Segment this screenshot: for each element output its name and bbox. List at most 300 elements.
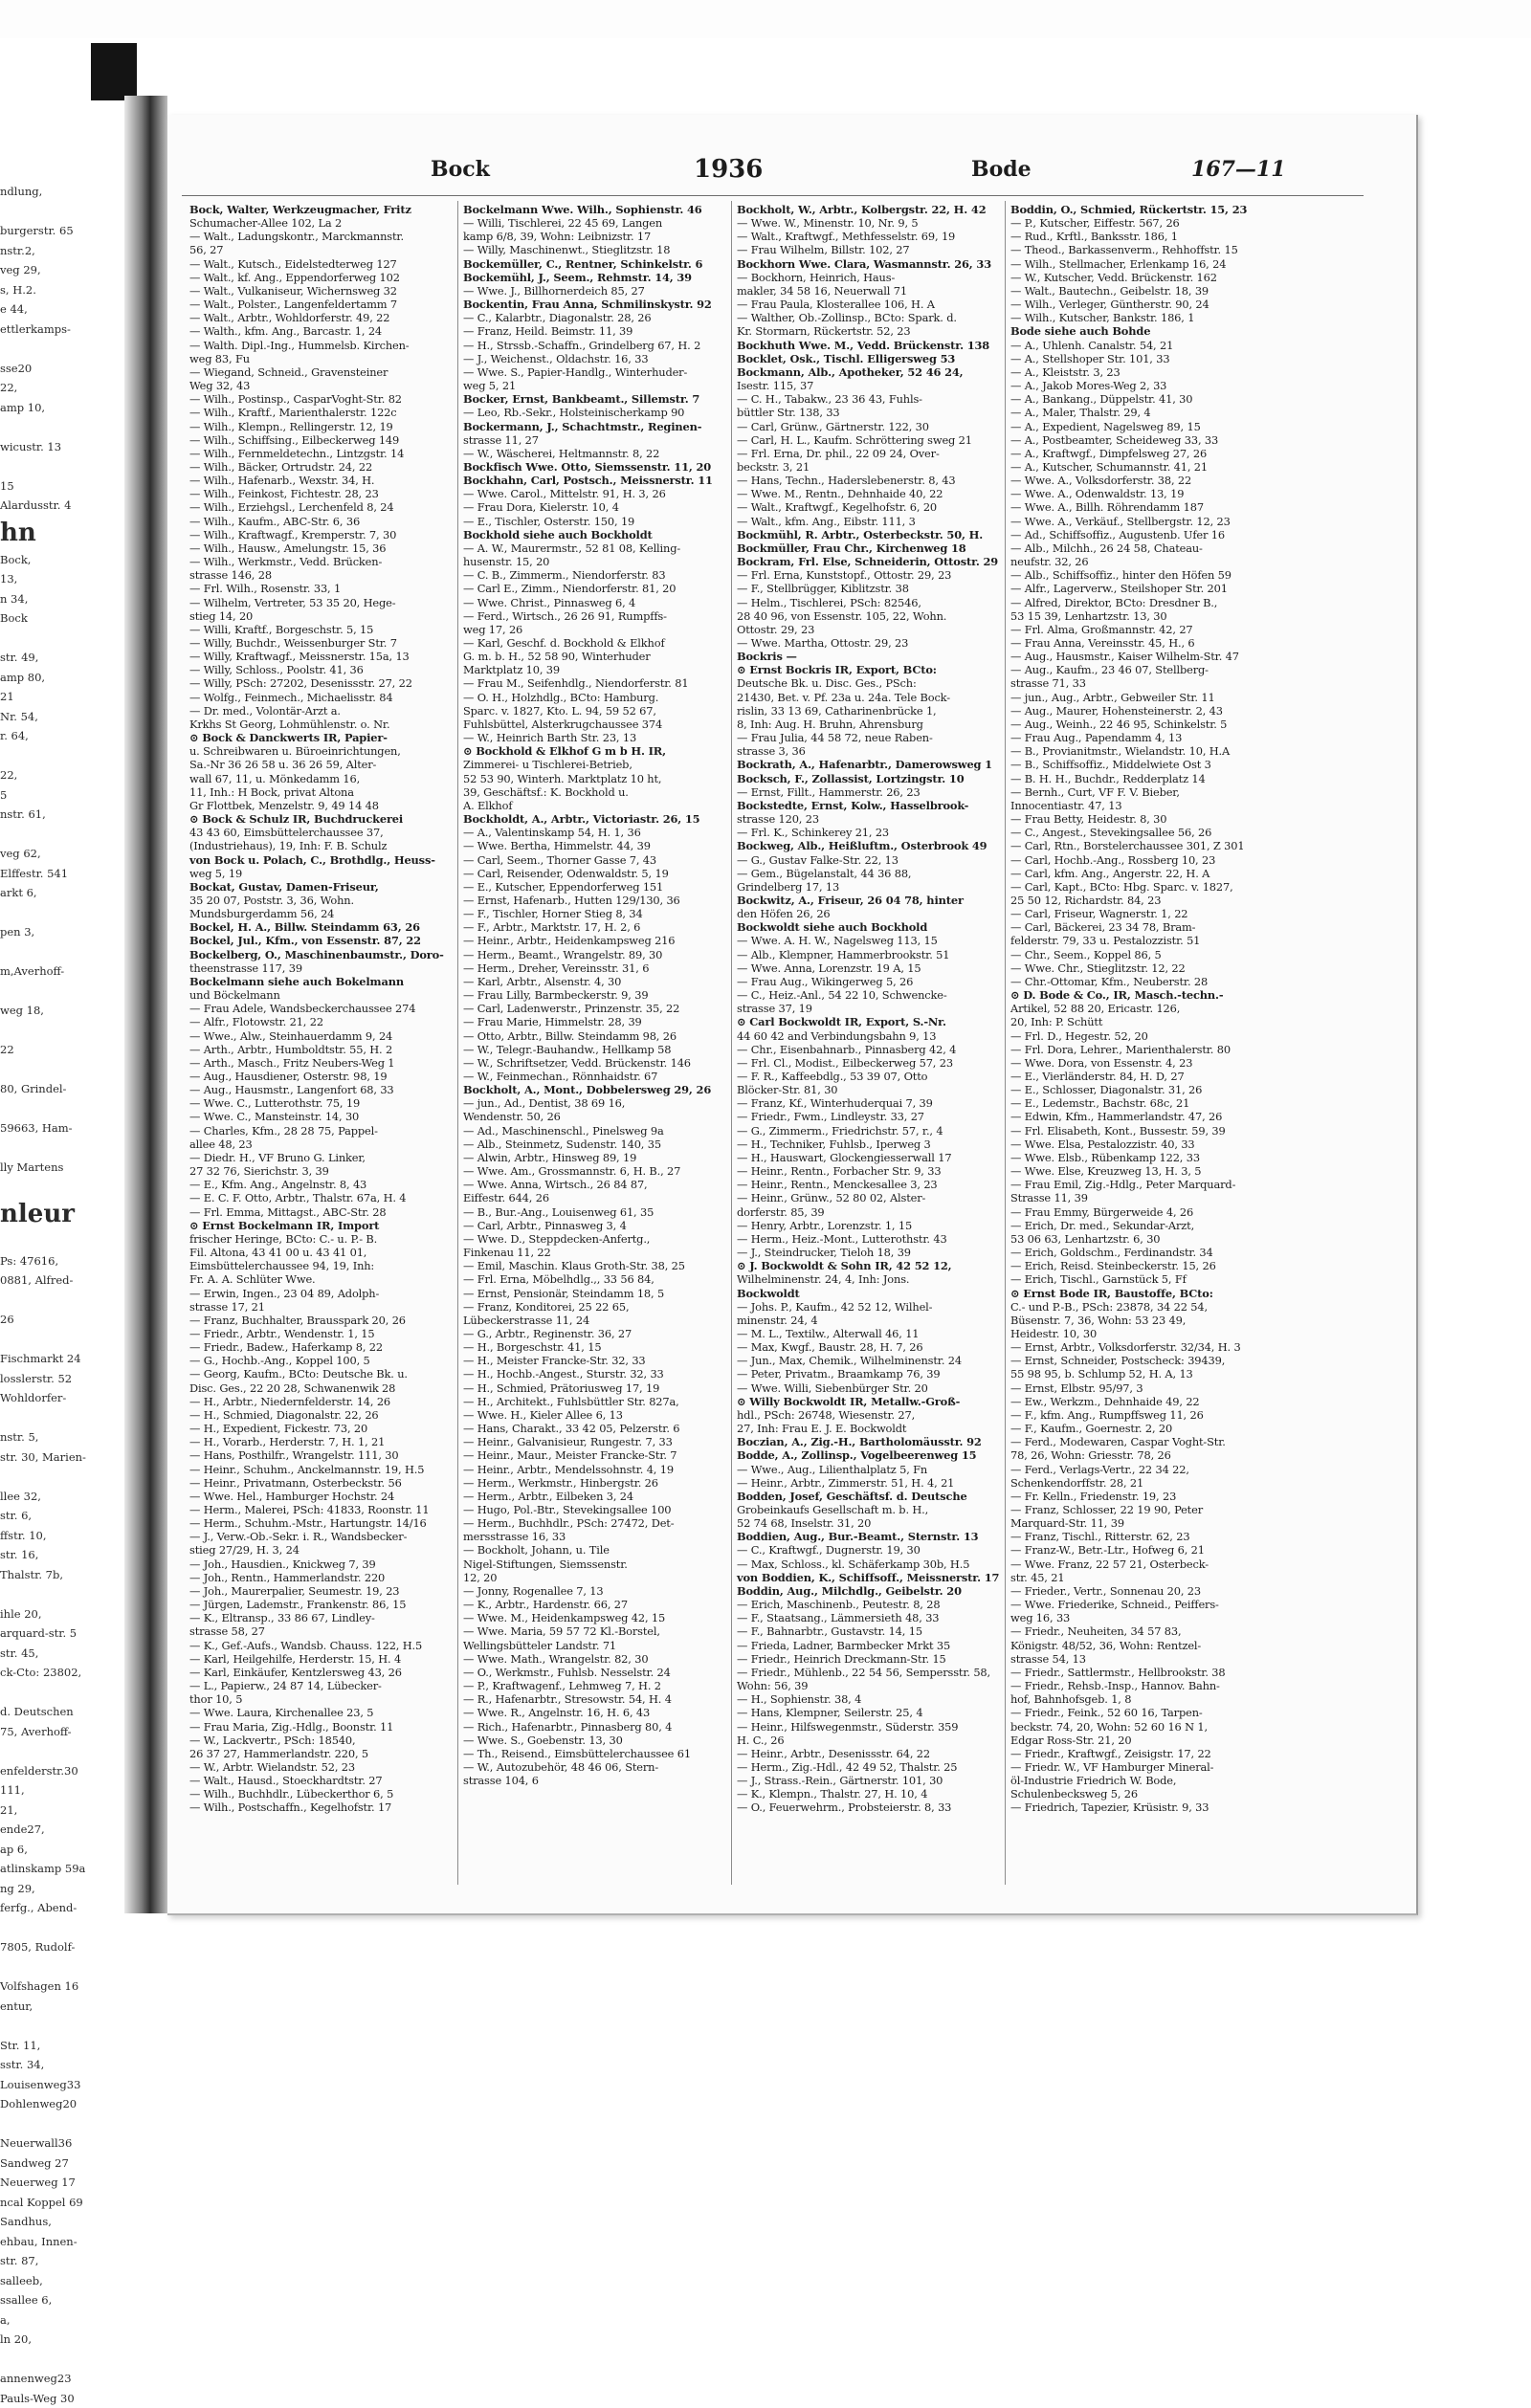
directory-entry: 52 53 90, Winterh. Marktplatz 10 ht, (463, 772, 727, 785)
directory-entry (737, 920, 1001, 934)
left-page-line: ende27, (0, 1820, 144, 1840)
directory-entry: — Wilh., Hausw., Amelungstr. 15, 36 (189, 541, 454, 555)
directory-entry: 11, Inh.: H Bock, privat Altona (189, 785, 454, 799)
directory-entry: — A., Expedient, Nagelsweg 89, 15 (1010, 420, 1275, 433)
directory-entry: Königstr. 48/52, 36, Wohn: Rentzel- (1010, 1639, 1275, 1652)
directory-entry: Deutsche Bk. u. Disc. Ges., PSch: (737, 676, 1001, 690)
directory-entry: — Karl, Geschf. d. Bockhold & Elkhof (463, 636, 727, 650)
directory-entry: — Friedr., Kraftwgf., Zeisigstr. 17, 22 (1010, 1747, 1275, 1760)
directory-entry: — H., Meister Francke-Str. 32, 33 (463, 1354, 727, 1367)
directory-entry: — Carl, Bäckerei, 23 34 78, Bram- (1010, 920, 1275, 934)
directory-entry: — Wilh., Erziehgsl., Lerchenfeld 8, 24 (189, 500, 454, 514)
directory-entry: — Frl. Dora, Lehrer., Marienthalerstr. 80 (1010, 1043, 1275, 1056)
directory-entry: — A., Maler, Thalstr. 29, 4 (1010, 406, 1275, 419)
directory-entry: Schenkendorffstr. 28, 21 (1010, 1476, 1275, 1490)
directory-entry: — F., Arbtr., Marktstr. 17, H. 2, 6 (463, 920, 727, 934)
directory-entry: — Franz-W., Betr.-Ltr., Hofweg 6, 21 (1010, 1543, 1275, 1557)
directory-entry: — Frl. Emma, Mittagst., ABC-Str. 28 (189, 1205, 454, 1219)
directory-entry (737, 365, 1001, 379)
directory-entry: Isestr. 115, 37 (737, 379, 1001, 392)
directory-entry: felderstr. 79, 33 u. Pestalozzistr. 51 (1010, 934, 1275, 947)
directory-entry: — K., Gef.-Aufs., Wandsb. Chauss. 122, H.5 (189, 1639, 454, 1652)
directory-entry (463, 744, 727, 758)
directory-entry: Marktplatz 10, 39 (463, 663, 727, 676)
directory-entry (463, 812, 727, 826)
directory-entry: — W., Lackvertr., PSch: 18540, (189, 1734, 454, 1747)
entry-surname: ⊙ J. Bockwoldt & Sohn IR, 42 52 12, (737, 1259, 951, 1272)
directory-entry: — B., Provianitmstr., Wielandstr. 10, H.A (1010, 744, 1275, 758)
left-page-line: ferfg., Abend- (0, 1898, 144, 1918)
directory-entry: — Wilh., Kaufm., ABC-Str. 6, 36 (189, 515, 454, 528)
left-page-line: str. 6, (0, 1506, 144, 1526)
left-page-line: nleur (0, 1197, 144, 1231)
directory-entry: Strasse 11, 39 (1010, 1191, 1275, 1204)
directory-entry: — Carl, Seem., Thorner Gasse 7, 43 (463, 853, 727, 867)
left-page-line (0, 1060, 144, 1080)
entry-surname: ⊙ Bockhold & Elkhof G m b H. IR, (463, 744, 666, 758)
left-page-line: 80, Grindel- (0, 1079, 144, 1099)
entry-surname: Bockermann, J., Schachtmstr., Reginen- (463, 420, 701, 433)
directory-entry: — Wwe. S., Goebenstr. 13, 30 (463, 1734, 727, 1747)
directory-entry (737, 1395, 1001, 1408)
entry-surname: Bockmühl, R. Arbtr., Osterbeckstr. 50, H. (737, 528, 983, 541)
left-page-line (0, 746, 144, 766)
directory-entry: — Wwe. D., Steppdecken-Anfertg., (463, 1232, 727, 1246)
directory-entry: — Heinr., Arbtr., Desenissstr. 64, 22 (737, 1747, 1001, 1760)
left-page-line: arkt 6, (0, 883, 144, 903)
directory-entry: — Edwin, Kfm., Hammerlandstr. 47, 26 (1010, 1110, 1275, 1123)
directory-entry: Wohn: 56, 39 (737, 1679, 1001, 1692)
directory-entry: C.- und P.-B., PSch: 23878, 34 22 54, (1010, 1300, 1275, 1314)
directory-entry (189, 853, 454, 867)
directory-entry: — E. C. F. Otto, Arbtr., Thalstr. 67a, H. 4 (189, 1191, 454, 1204)
directory-entry: — Wwe. Hel., Hamburger Hochstr. 24 (189, 1490, 454, 1503)
directory-entry: — Karl, Einkäufer, Kentzlersweg 43, 26 (189, 1666, 454, 1679)
directory-entry: — H., Strssb.-Schaffn., Grindelberg 67, H. 2 (463, 339, 727, 352)
directory-entry (737, 1435, 1001, 1448)
directory-entry: — Frau Paula, Klosterallee 106, H. A (737, 298, 1001, 311)
directory-entry: — Jun., Max, Chemik., Wilhelminenstr. 24 (737, 1354, 1001, 1367)
entry-surname: Bockhahn, Carl, Postsch., Meissnerstr. 11 (463, 474, 713, 487)
left-page-line: Dohlenweg20 (0, 2094, 144, 2114)
entry-surname: Bockstedte, Ernst, Kolw., Hasselbrook- (737, 799, 968, 812)
left-page-line: Louisenweg33 (0, 2075, 144, 2095)
left-page-line: Volfshagen 16 (0, 1977, 144, 1997)
column-rule (731, 201, 732, 1885)
header-page-number: 167—11 (1191, 157, 1286, 182)
directory-entry: — Wwe. Elsb., Rübenkamp 122, 33 (1010, 1151, 1275, 1164)
directory-entry: strasse 104, 6 (463, 1774, 727, 1787)
entry-surname: Bockelmann Wwe. Wilh., Sophienstr. 46 (463, 203, 702, 216)
directory-entry: 21430, Bet. v. Pf. 23a u. 24a. Tele Bock- (737, 691, 1001, 704)
left-page-line (0, 1330, 144, 1350)
directory-entry: — Emil, Maschin. Klaus Groth-Str. 38, 25 (463, 1259, 727, 1272)
directory-entry: Disc. Ges., 22 20 28, Schwanenwik 28 (189, 1381, 454, 1395)
directory-entry: — Herm., Schuhm.-Mstr., Hartungstr. 14/16 (189, 1516, 454, 1530)
directory-entry: Schulenbecksweg 5, 26 (1010, 1787, 1275, 1800)
directory-entry (189, 934, 454, 947)
directory-entry (737, 1287, 1001, 1300)
directory-entry: Grobeinkaufs Gesellschaft m. b. H., (737, 1503, 1001, 1516)
directory-entry: — Wwe. Martha, Ottostr. 29, 23 (737, 636, 1001, 650)
directory-entry: — Carl, H. L., Kaufm. Schröttering sweg 21 (737, 433, 1001, 447)
directory-entry: — jun., Aug., Arbtr., Gebweiler Str. 11 (1010, 691, 1275, 704)
directory-entry: — Frl. Erna, Dr. phil., 22 09 24, Over- (737, 447, 1001, 460)
left-page-line: 75, Averhoff- (0, 1722, 144, 1742)
directory-entry: — Friedr., Mühlenb., 22 54 56, Sempersstr. 58, (737, 1666, 1001, 1679)
directory-entry: — F., Stellbrügger, Kiblitzstr. 38 (737, 582, 1001, 595)
column-rule (1005, 201, 1006, 1885)
directory-column-4 (1010, 203, 1275, 1896)
directory-entry: Wellingsbütteler Landstr. 71 (463, 1639, 727, 1652)
directory-entry: Blöcker-Str. 81, 30 (737, 1083, 1001, 1096)
directory-entry (189, 975, 454, 988)
directory-entry: — Herm., Heiz.-Mont., Lutterothstr. 43 (737, 1232, 1001, 1246)
directory-entry: — Wwe. J., Billhornerdeich 85, 27 (463, 284, 727, 298)
directory-entry: — Carl, Rtn., Borstelerchaussee 301, Z 301 (1010, 839, 1275, 852)
directory-entry: strasse 17, 21 (189, 1300, 454, 1314)
directory-entry: — B., Bur.-Ang., Louisenweg 61, 35 (463, 1205, 727, 1219)
directory-entry: — C., Kalarbtr., Diagonalstr. 28, 26 (463, 311, 727, 324)
directory-entry: 27 32 76, Sierichstr. 3, 39 (189, 1164, 454, 1178)
directory-entry (463, 420, 727, 433)
directory-entry: — Wilh., Klempn., Rellingerstr. 12, 19 (189, 420, 454, 433)
directory-entry: — H., Hochb.-Angest., Sturstr. 32, 33 (463, 1367, 727, 1381)
left-page-line: pen 3, (0, 922, 144, 942)
directory-entry: — Herm., Buchhdlr., PSch: 27472, Det- (463, 1516, 727, 1530)
left-page-line (0, 825, 144, 845)
directory-entry: u. Schreibwaren u. Büroeinrichtungen, (189, 744, 454, 758)
directory-entry: Marquard-Str. 11, 39 (1010, 1516, 1275, 1530)
directory-entry: — Wwe. A. H. W., Nagelsweg 113, 15 (737, 934, 1001, 947)
entry-surname: Bocklet, Osk., Tischl. Elligersweg 53 (737, 352, 955, 365)
left-page-line: m,Averhoff- (0, 961, 144, 982)
directory-entry: 56, 27 (189, 243, 454, 256)
directory-entry: — A., Uhlenh. Canalstr. 54, 21 (1010, 339, 1275, 352)
left-page-line: 22, (0, 378, 144, 398)
left-page-line (0, 417, 144, 437)
directory-entry: 12, 20 (463, 1571, 727, 1584)
directory-entry (737, 1259, 1001, 1272)
directory-entry: allee 48, 23 (189, 1138, 454, 1151)
left-page-line: Pauls-Weg 30 (0, 2389, 144, 2408)
directory-entry: — E., Kutscher, Eppendorferweg 151 (463, 880, 727, 894)
directory-entry: — Charles, Kfm., 28 28 75, Pappel- (189, 1124, 454, 1138)
directory-entry (463, 271, 727, 284)
directory-entry: — Frl. Wilh., Rosenstr. 33, 1 (189, 582, 454, 595)
directory-entry: — Wilh., Fernmeldetechn., Lintzgstr. 14 (189, 447, 454, 460)
directory-entry: — Max, Schloss., kl. Schäferkamp 30b, H.5 (737, 1557, 1001, 1571)
entry-surname: Bockfisch Wwe. Otto, Siemssenstr. 11, 20 (463, 460, 711, 474)
left-page-line (0, 339, 144, 359)
directory-entry: — Max, Kwgf., Baustr. 28, H. 7, 26 (737, 1340, 1001, 1354)
directory-entry (737, 1490, 1001, 1503)
directory-entry: — Jonny, Rogenallee 7, 13 (463, 1584, 727, 1598)
directory-entry (737, 528, 1001, 541)
entry-surname: Bocker, Ernst, Bankbeamt., Sillemstr. 7 (463, 392, 699, 406)
directory-entry: strasse 71, 33 (1010, 676, 1275, 690)
directory-entry: — Frau Aug., Wikingerweg 5, 26 (737, 975, 1001, 988)
directory-entry: — Heinr., Arbtr., Zimmerstr. 51, H. 4, 21 (737, 1476, 1001, 1490)
directory-entry: — Alfr., Flotowstr. 21, 22 (189, 1015, 454, 1028)
directory-entry (737, 203, 1001, 216)
directory-entry: — M. L., Textilw., Alterwall 46, 11 (737, 1327, 1001, 1340)
directory-entry: Heidestr. 10, 30 (1010, 1327, 1275, 1340)
directory-entry: — R., Hafenarbtr., Stresowstr. 54, H. 4 (463, 1692, 727, 1706)
entry-surname: von Boddien, K., Schiffsoff., Meissnerstr. 17 (737, 1571, 999, 1584)
directory-entry: makler, 34 58 16, Neuerwall 71 (737, 284, 1001, 298)
directory-entry: — Carl, Hochb.-Ang., Rossberg 10, 23 (1010, 853, 1275, 867)
entry-surname: Bockelberg, O., Maschinenbaumstr., Doro- (189, 948, 444, 961)
left-page-line: Elffestr. 541 (0, 864, 144, 884)
directory-entry: — Aug., Kaufm., 23 46 07, Stellberg- (1010, 663, 1275, 676)
directory-entry (189, 1219, 454, 1232)
header-year: 1936 (694, 155, 763, 184)
scan-edge-shadow (91, 43, 137, 100)
directory-entry: — Gem., Bügelanstalt, 44 36 88, (737, 867, 1001, 880)
left-page-line (0, 202, 144, 222)
directory-entry: — Wilh., Verleger, Güntherstr. 90, 24 (1010, 298, 1275, 311)
directory-entry: — G., Gustav Falke-Str. 22, 13 (737, 853, 1001, 867)
left-page-line: 22, (0, 765, 144, 785)
directory-entry: — Walt., Kraftwgf., Kegelhofstr. 6, 20 (737, 500, 1001, 514)
directory-entry: — Fr. Kelln., Friedenstr. 19, 23 (1010, 1490, 1275, 1503)
directory-entry: — Walt., Kutsch., Eidelstedterweg 127 (189, 257, 454, 271)
directory-entry: Zimmerei- u Tischlerei-Betrieb, (463, 758, 727, 771)
directory-entry (189, 812, 454, 826)
directory-entry: — Frau Dora, Kielerstr. 10, 4 (463, 500, 727, 514)
directory-entry: — E., Ledemstr., Bachstr. 68c, 21 (1010, 1096, 1275, 1110)
left-page-line: sse20 (0, 359, 144, 379)
directory-entry: — Herm., Dreher, Vereinsstr. 31, 6 (463, 961, 727, 975)
directory-entry: — K., Eltransp., 33 86 67, Lindley- (189, 1611, 454, 1624)
left-page-line: atlinskamp 59a (0, 1859, 144, 1879)
directory-entry: Innocentiastr. 47, 13 (1010, 799, 1275, 812)
directory-entry (737, 352, 1001, 365)
directory-entry: — A., Stellshoper Str. 101, 33 (1010, 352, 1275, 365)
left-page-line: 21 (0, 687, 144, 707)
directory-entry: — Ferd., Verlags-Vertr., 22 34 22, (1010, 1463, 1275, 1476)
directory-entry: — Wwe. Friederike, Schneid., Peiffers- (1010, 1598, 1275, 1611)
directory-entry: — J., Verw.-Ob.-Sekr. i. R., Wandsbecker- (189, 1530, 454, 1543)
directory-entry: Nigel-Stiftungen, Siemssenstr. (463, 1557, 727, 1571)
directory-entry: — Arth., Masch., Fritz Neubers-Weg 1 (189, 1056, 454, 1070)
directory-entry: — Frau Maria, Zig.-Hdlg., Boonstr. 11 (189, 1720, 454, 1734)
directory-entry (737, 541, 1001, 555)
directory-entry: — H., Hauswart, Glockengiesserwall 17 (737, 1151, 1001, 1164)
directory-entry: — Ferd., Modewaren, Caspar Voght-Str. (1010, 1435, 1275, 1448)
directory-entry: — Carl, Friseur, Wagnerstr. 1, 22 (1010, 907, 1275, 920)
directory-entry: — Franz, Konditorei, 25 22 65, (463, 1300, 727, 1314)
directory-entry: weg 5, 19 (189, 867, 454, 880)
left-page-line: burgerstr. 65 (0, 221, 144, 241)
entry-surname: Bockelmann siehe auch Bokelmann (189, 975, 404, 988)
directory-entry: — Karl, Heilgehilfe, Herderstr. 15, H. 4 (189, 1652, 454, 1666)
directory-entry: — W., Autozubehör, 48 46 06, Stern- (463, 1760, 727, 1774)
directory-entry (189, 948, 454, 961)
directory-entry: — Alb., Schiffsoffiz., hinter den Höfen 59 (1010, 568, 1275, 582)
directory-column-1 (189, 203, 454, 1896)
book-gutter (124, 96, 167, 1913)
directory-entry: — Heinr., Rentn., Forbacher Str. 9, 33 (737, 1164, 1001, 1178)
entry-surname: Bockwitz, A., Friseur, 26 04 78, hinter (737, 894, 964, 907)
left-page-line: 5 (0, 785, 144, 806)
directory-entry: — Aug., Hausmstr., Kaiser Wilhelm-Str. 47 (1010, 650, 1275, 663)
directory-entry: — Franz, Heild. Beimstr. 11, 39 (463, 324, 727, 338)
entry-surname: Bockemühl, J., Seem., Rehmstr. 14, 39 (463, 271, 692, 284)
left-page-line: amp 10, (0, 398, 144, 418)
directory-entry: — Ernst, Schneider, Postscheck: 39439, (1010, 1354, 1275, 1367)
entry-surname: Bockmüller, Frau Chr., Kirchenweg 18 (737, 541, 966, 555)
directory-entry: — Wwe. Willi, Siebenbürger Str. 20 (737, 1381, 1001, 1395)
directory-entry: — Alfr., Lagerverw., Steilshoper Str. 201 (1010, 582, 1275, 595)
directory-entry: — Erich, Reisd. Steinbeckerstr. 15, 26 (1010, 1259, 1275, 1272)
left-page-line: Bock, (0, 550, 144, 570)
directory-entry: 53 06 63, Lenhartzstr. 6, 30 (1010, 1232, 1275, 1246)
left-page-line: str. 16, (0, 1545, 144, 1565)
directory-entry: — Walt., Vulkaniseur, Wichernsweg 32 (189, 284, 454, 298)
entry-surname: Boczian, A., Zig.-H., Bartholomäusstr. 92 (737, 1435, 982, 1448)
directory-entry (463, 528, 727, 541)
left-page-line: Neuerweg 17 (0, 2173, 144, 2193)
directory-entry: — K., Klempn., Thalstr. 27, H. 10, 4 (737, 1787, 1001, 1800)
directory-entry: — O., Feuerwehrm., Probsteierstr. 8, 33 (737, 1800, 1001, 1814)
directory-entry: — O., Werkmstr., Fuhlsb. Nesselstr. 24 (463, 1666, 727, 1679)
directory-entry: den Höfen 26, 26 (737, 907, 1001, 920)
directory-entry: — Frau Wilhelm, Billstr. 102, 27 (737, 243, 1001, 256)
directory-entry: — Frieda, Ladner, Barmbecker Mrkt 35 (737, 1639, 1001, 1652)
left-page-line: llee 32, (0, 1487, 144, 1507)
left-page-line: str. 45, (0, 1644, 144, 1664)
directory-entry: — Wilh., Schiffsing., Eilbeckerweg 149 (189, 433, 454, 447)
directory-entry: Fr. A. A. Schlüter Wwe. (189, 1272, 454, 1286)
directory-entry: frischer Heringe, BCto: C.- u. P.- B. (189, 1232, 454, 1246)
directory-entry: — Wilh., Bäcker, Ortrudstr. 24, 22 (189, 460, 454, 474)
directory-entry: beckstr. 74, 20, Wohn: 52 60 16 N 1, (1010, 1720, 1275, 1734)
entry-surname: Bockemüller, C., Rentner, Schinkelstr. 6 (463, 257, 702, 271)
directory-entry: — Frau Emmy, Bürgerweide 4, 26 (1010, 1205, 1275, 1219)
left-page-line (0, 1231, 144, 1251)
directory-entry: — A. W., Maurermstr., 52 81 08, Kelling- (463, 541, 727, 555)
directory-entry: — Alb., Klempner, Hammerbrookstr. 51 (737, 948, 1001, 961)
directory-entry: — Walt., Ladungskontr., Marckmannstr. (189, 230, 454, 243)
directory-entry: — Wwe. Elsa, Pestalozzistr. 40, 33 (1010, 1138, 1275, 1151)
directory-entry: 39, Geschäftsf.: K. Bockhold u. (463, 785, 727, 799)
left-page-line: salleeb, (0, 2271, 144, 2291)
directory-entry: büttler Str. 138, 33 (737, 406, 1001, 419)
directory-entry: — Otto, Arbtr., Billw. Steindamm 98, 26 (463, 1029, 727, 1043)
directory-entry (1010, 324, 1275, 338)
entry-surname: Bock, Walter, Werkzeugmacher, Fritz (189, 203, 411, 216)
entry-surname: Bockmann, Alb., Apotheker, 52 46 24, (737, 365, 964, 379)
directory-entry (737, 555, 1001, 568)
directory-entry: (Industriehaus), 19, Inh: F. B. Schulz (189, 839, 454, 852)
left-page-line: ssallee 6, (0, 2290, 144, 2310)
directory-entry: Kr. Stormarn, Rückertstr. 52, 23 (737, 324, 1001, 338)
directory-entry (463, 298, 727, 311)
directory-entry: hof, Bahnhofsgeb. 1, 8 (1010, 1692, 1275, 1706)
directory-entry: — jun., Ad., Dentist, 38 69 16, (463, 1096, 727, 1110)
directory-entry: — H., Techniker, Fuhlsb., Iperweg 3 (737, 1138, 1001, 1151)
left-page-line: nstr. 5, (0, 1427, 144, 1447)
directory-entry (463, 203, 727, 216)
left-page-line (0, 1683, 144, 1703)
directory-entry: — Friedr., Arbtr., Wendenstr. 1, 15 (189, 1327, 454, 1340)
directory-entry: — Ad., Maschinenschl., Pinelsweg 9a (463, 1124, 727, 1138)
directory-entry (737, 799, 1001, 812)
directory-entry: — K., Arbtr., Hardenstr. 66, 27 (463, 1598, 727, 1611)
directory-entry: — Wwe. A., Odenwaldstr. 13, 19 (1010, 487, 1275, 500)
directory-entry: — Wilhelm, Vertreter, 53 35 20, Hege- (189, 596, 454, 609)
directory-entry: — Ernst, Fillt., Hammerstr. 26, 23 (737, 785, 1001, 799)
directory-entry: — J., Weichenst., Oldachstr. 16, 33 (463, 352, 727, 365)
directory-entry: — Carl, Grünw., Gärtnerstr. 122, 30 (737, 420, 1001, 433)
entry-surname: ⊙ Ernst Bode IR, Baustoffe, BCto: (1010, 1287, 1213, 1300)
directory-entry: Wilhelminenstr. 24, 4, Inh: Jons. (737, 1272, 1001, 1286)
directory-entry: 44 60 42 and Verbindungsbahn 9, 13 (737, 1029, 1001, 1043)
directory-entry: — Rich., Hafenarbtr., Pinnasberg 80, 4 (463, 1720, 727, 1734)
directory-entry: husenstr. 15, 20 (463, 555, 727, 568)
directory-entry: — Wwe. R., Angelnstr. 16, H. 6, 43 (463, 1706, 727, 1719)
directory-entry: — Wwe. M., Heidenkampsweg 42, 15 (463, 1611, 727, 1624)
directory-entry: — J., Steindrucker, Tieloh 18, 39 (737, 1246, 1001, 1259)
directory-entry: — P., Kraftwagenf., Lehmweg 7, H. 2 (463, 1679, 727, 1692)
directory-entry: — Frl. K., Schinkerey 21, 23 (737, 826, 1001, 839)
directory-entry: — Friedrich, Tapezier, Krüsistr. 9, 33 (1010, 1800, 1275, 1814)
directory-entry: — Willy, PSch: 27202, Desenissstr. 27, 22 (189, 676, 454, 690)
directory-entry: — Willi, Kraftf., Borgeschstr. 5, 15 (189, 623, 454, 636)
directory-entry: — Friedr., Feink., 52 60 16, Tarpen- (1010, 1706, 1275, 1719)
left-page-line: arquard-str. 5 (0, 1624, 144, 1644)
entry-surname: Bodden, Josef, Geschäftsf. d. Deutsche (737, 1490, 967, 1503)
directory-entry: 52 74 68, Inselstr. 31, 20 (737, 1516, 1001, 1530)
left-page-line: sstr. 34, (0, 2055, 144, 2075)
entry-surname: Bockel, H. A., Billw. Steindamm 63, 26 (189, 920, 420, 934)
entry-surname: ⊙ Ernst Bockris IR, Export, BCto: (737, 663, 937, 676)
directory-entry: — Wwe. A., Billh. Röhrendamm 187 (1010, 500, 1275, 514)
directory-entry: dorferstr. 85, 39 (737, 1205, 1001, 1219)
column-rule (457, 201, 458, 1885)
left-page-line: ng 29, (0, 1879, 144, 1899)
directory-entry: — Wwe. Christ., Pinnasweg 6, 4 (463, 596, 727, 609)
left-page-line: losslerstr. 52 (0, 1369, 144, 1389)
left-page-line: annenweg23 (0, 2369, 144, 2389)
left-page-line: ap 6, (0, 1840, 144, 1860)
directory-entry: strasse 58, 27 (189, 1624, 454, 1638)
directory-entry: — Erwin, Ingen., 23 04 89, Adolph- (189, 1287, 454, 1300)
directory-entry: — Wwe., Aug., Lilienthalplatz 5, Fn (737, 1463, 1001, 1476)
directory-entry: — Friedr., Sattlermstr., Hellbrookstr. 38 (1010, 1666, 1275, 1679)
directory-entry (1010, 1287, 1275, 1300)
directory-entry: H. C., 26 (737, 1734, 1001, 1747)
directory-entry: Ottostr. 29, 23 (737, 623, 1001, 636)
directory-entry: Eimsbüttelerchaussee 94, 19, Inh: (189, 1259, 454, 1272)
directory-entry: mersstrasse 16, 33 (463, 1530, 727, 1543)
directory-entry: — Wwe. Carol., Mittelstr. 91, H. 3, 26 (463, 487, 727, 500)
directory-entry: — E., Kfm. Ang., Angelnstr. 8, 43 (189, 1178, 454, 1191)
directory-entry: — Carl, Ladenwerstr., Prinzenstr. 35, 22 (463, 1002, 727, 1015)
left-page-line (0, 2350, 144, 2370)
directory-entry: A. Elkhof (463, 799, 727, 812)
left-page-line: 15 (0, 476, 144, 497)
directory-entry: — Ernst, Hafenarb., Hutten 129/130, 36 (463, 894, 727, 907)
left-page-line: Bock (0, 608, 144, 629)
directory-entry: 78, 26, Wohn: Griesstr. 78, 26 (1010, 1448, 1275, 1462)
directory-entry: Lübeckerstrasse 11, 24 (463, 1314, 727, 1327)
directory-entry: — Wilh., Postschaffn., Kegelhofstr. 17 (189, 1800, 454, 1814)
entry-surname: Bockhorn Wwe. Clara, Wasmannstr. 26, 33 (737, 257, 991, 271)
directory-entry: — Ernst, Arbtr., Volksdorferstr. 32/34, H. 3 (1010, 1340, 1275, 1354)
